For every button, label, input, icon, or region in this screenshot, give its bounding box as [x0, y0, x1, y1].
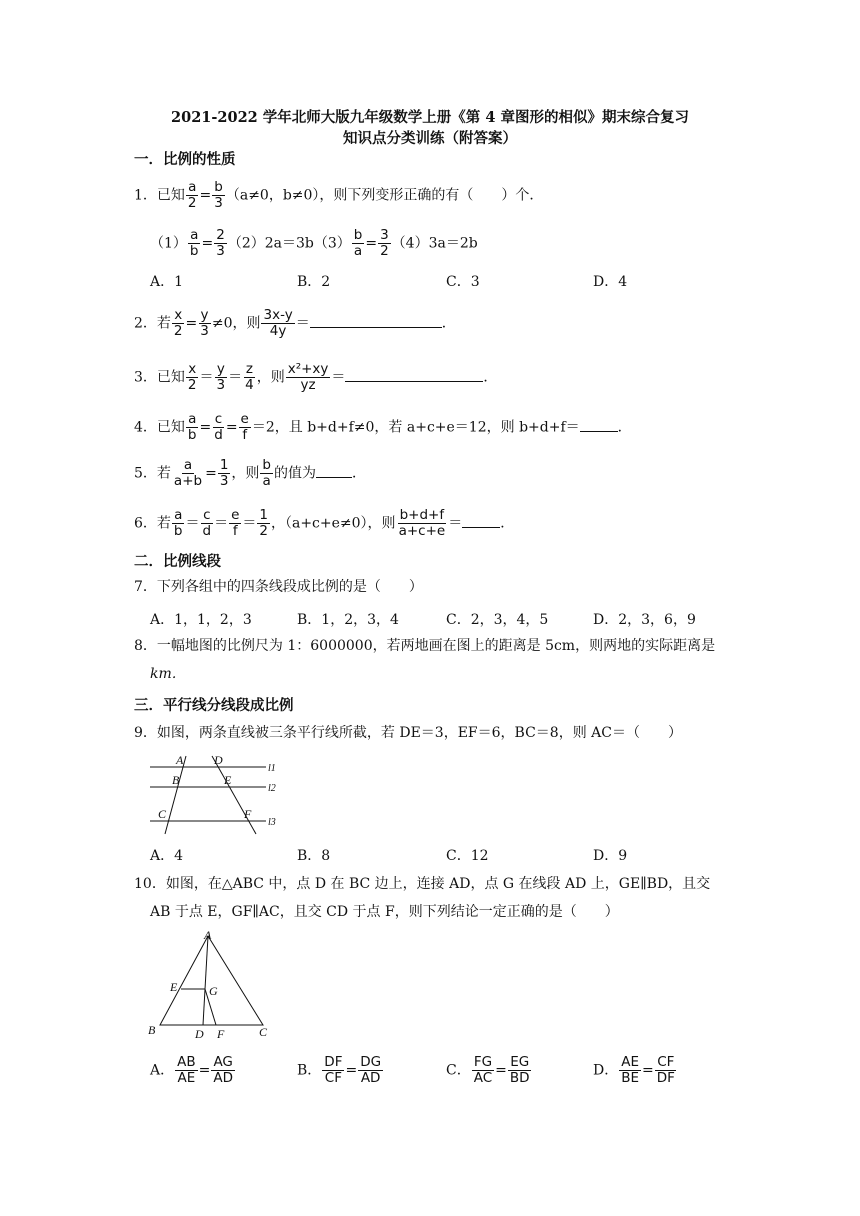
question-8-line1: 8．一幅地图的比例尺为 1：6000000，若两地画在图上的距离是 5cm，则两地的实际距离是: [134, 638, 716, 654]
q9-option-b: B．8: [297, 848, 331, 864]
doc-title-line1: 2021-2022 学年北师大版九年级数学上册《第 4 章图形的相似》期末综合复习: [171, 109, 689, 126]
section-heading-3: 三．平行线分线段成比例: [134, 697, 294, 714]
fraction: $\frac{c}{d}$: [214, 411, 223, 443]
fraction: $\frac{a}{b}$: [173, 507, 183, 539]
transversal-df: [212, 756, 256, 834]
transversal-ac: [165, 756, 186, 834]
answer-blank: [310, 313, 442, 328]
answer-blank: [316, 463, 352, 478]
q10-triangle-figure: [143, 928, 278, 1043]
fraction: $\frac{1}{2}$: [259, 507, 268, 539]
question-2: 2．若 $\frac{x}{2}$ = $\frac{y}{3}$ ≠0，则 $\frac{3x-y}{4y}$ ＝ ．: [134, 307, 456, 339]
fraction: $\frac{a}{b}$: [189, 227, 199, 259]
fraction: $\frac{y}{3}$: [200, 307, 209, 339]
label-l2: l2: [268, 783, 276, 794]
fraction: $\frac{3x-y}{4y}$: [263, 307, 293, 339]
q7-option-c: C．2，3，4，5: [446, 612, 549, 628]
question-9: 9．如图，两条直线被三条平行线所截，若 DE＝3，EF＝6，BC＝8，则 AC＝（ ）: [134, 725, 682, 741]
fraction: $\frac{x}{2}$: [173, 307, 183, 339]
answer-blank: [580, 417, 618, 432]
fraction: $\frac{b}{3}$: [214, 179, 223, 211]
label-b: B: [148, 1023, 156, 1037]
fraction: $\frac{\text{x²+xy}}{yz}$: [287, 361, 329, 393]
fraction: $\frac{c}{d}$: [202, 507, 212, 539]
question-1-items: （1） $\frac{a}{b}$ = $\frac{2}{3}$ （2）2a＝3b（3） $\frac{b}{a}$ = $\frac{3}{2}$ （4）3a＝2b: [150, 227, 478, 259]
section-heading-1: 一．比例的性质: [134, 151, 236, 168]
q9-option-a: A．4: [150, 848, 184, 864]
fraction: $\frac{a}{2}$: [187, 179, 197, 211]
q1-condition: （a≠0，b≠0），则下列变形正确的有（ ）个．: [225, 187, 544, 204]
q10-option-a: A． $\frac{AB}{AE}$ = $\frac{AG}{AD}$: [150, 1054, 233, 1086]
question-1: 1．已知 $\frac{a}{2}$ = $\frac{b}{3}$ （a≠0，b≠0），则下列变形正确的有（ ）个．: [134, 179, 544, 211]
answer-blank: [345, 367, 483, 382]
q10-option-d: D． $\frac{AE}{BE}$ = $\frac{CF}{DF}$: [593, 1054, 675, 1086]
q7-option-b: B．1，2，3，4: [297, 612, 399, 628]
q7-option-d: D．2，3，6，9: [593, 612, 696, 628]
q7-option-a: A．1，1，2，3: [150, 612, 252, 628]
label-a: A: [204, 928, 212, 942]
fraction: $\frac{b+d+f}{a+c+e}$: [398, 507, 446, 539]
label-c: C: [259, 1025, 268, 1039]
q9-parallel-lines-figure: [148, 750, 288, 838]
label-f: F: [244, 807, 252, 821]
fraction: $\frac{a}{a+b}$: [173, 457, 203, 489]
label-c: C: [158, 807, 167, 821]
label-a: A: [176, 753, 184, 767]
fraction: $\frac{3}{2}$: [380, 227, 389, 259]
label-d: D: [195, 1027, 204, 1041]
q1-option-b: B．2: [297, 274, 331, 290]
question-8-line2: km．: [150, 666, 186, 682]
label-e: E: [170, 980, 178, 994]
fraction: $\frac{1}{3}$: [219, 457, 229, 489]
answer-blank: [462, 513, 500, 528]
question-3: 3．已知 $\frac{x}{2}$ ＝ $\frac{y}{3}$ ＝ $\frac{z}{4}$ ，则 $\frac{\text{x²+xy}}{yz}$ ＝ ．: [134, 361, 498, 393]
question-4: 4．已知 $\frac{a}{b}$ = $\frac{c}{d}$ = $\frac{e}{f}$ ＝2，且 b+d+f≠0，若 a+c+e＝12，则 b+d+f＝ ．: [134, 411, 632, 443]
question-10-line1: 10．如图，在△ABC 中，点 D 在 BC 边上，连接 AD，点 G 在线段 AD 上，GE∥BD，且交: [134, 876, 711, 892]
q1-number: 1．已知: [134, 187, 185, 204]
q10-option-c: C． $\frac{FG}{AC}$ = $\frac{EG}{BD}$: [446, 1054, 530, 1086]
q10-option-b: B． $\frac{DF}{CF}$ = $\frac{DG}{AD}$: [297, 1054, 382, 1086]
question-7: 7．下列各组中的四条线段成比例的是（ ）: [134, 579, 423, 595]
fraction: $\frac{y}{3}$: [216, 361, 226, 393]
q1-option-a: A．1: [150, 274, 184, 290]
question-6: 6．若 $\frac{a}{b}$ ＝ $\frac{c}{d}$ ＝ $\frac{e}{f}$ ＝ $\frac{1}{2}$ ，（a+c+e≠0），则 $\frac{b+d+f}{a+c+e}$ ＝ ．: [134, 507, 515, 539]
label-g: G: [209, 984, 218, 998]
q9-option-c: C．12: [446, 848, 489, 864]
label-b: B: [172, 773, 180, 787]
doc-title-line2: 知识点分类训练（附答案）: [343, 130, 517, 147]
segment-ad: [203, 936, 208, 1025]
fraction: $\frac{x}{2}$: [187, 361, 197, 393]
label-d: D: [214, 753, 223, 767]
fraction: $\frac{z}{4}$: [245, 361, 254, 393]
fraction: $\frac{b}{a}$: [353, 227, 363, 259]
fraction: $\frac{e}{f}$: [231, 507, 240, 539]
label-e: E: [224, 773, 232, 787]
label-f: F: [217, 1027, 225, 1041]
fraction: $\frac{a}{b}$: [187, 411, 197, 443]
fraction: $\frac{b}{a}$: [262, 457, 271, 489]
question-5: 5．若 $\frac{a}{a+b}$ = $\frac{1}{3}$ ，则 $\frac{b}{a}$ 的值为 ．: [134, 457, 366, 489]
fraction: $\frac{2}{3}$: [216, 227, 225, 259]
q1-option-c: C．3: [446, 274, 480, 290]
q1-option-d: D．4: [593, 274, 628, 290]
q9-option-d: D．9: [593, 848, 628, 864]
question-10-line2: AB 于点 E，GF∥AC，且交 CD 于点 F，则下列结论一定正确的是（ ）: [150, 904, 619, 920]
label-l1: l1: [268, 763, 276, 774]
fraction: $\frac{e}{f}$: [240, 411, 249, 443]
section-heading-2: 二．比例线段: [134, 553, 221, 570]
label-l3: l3: [268, 817, 276, 828]
